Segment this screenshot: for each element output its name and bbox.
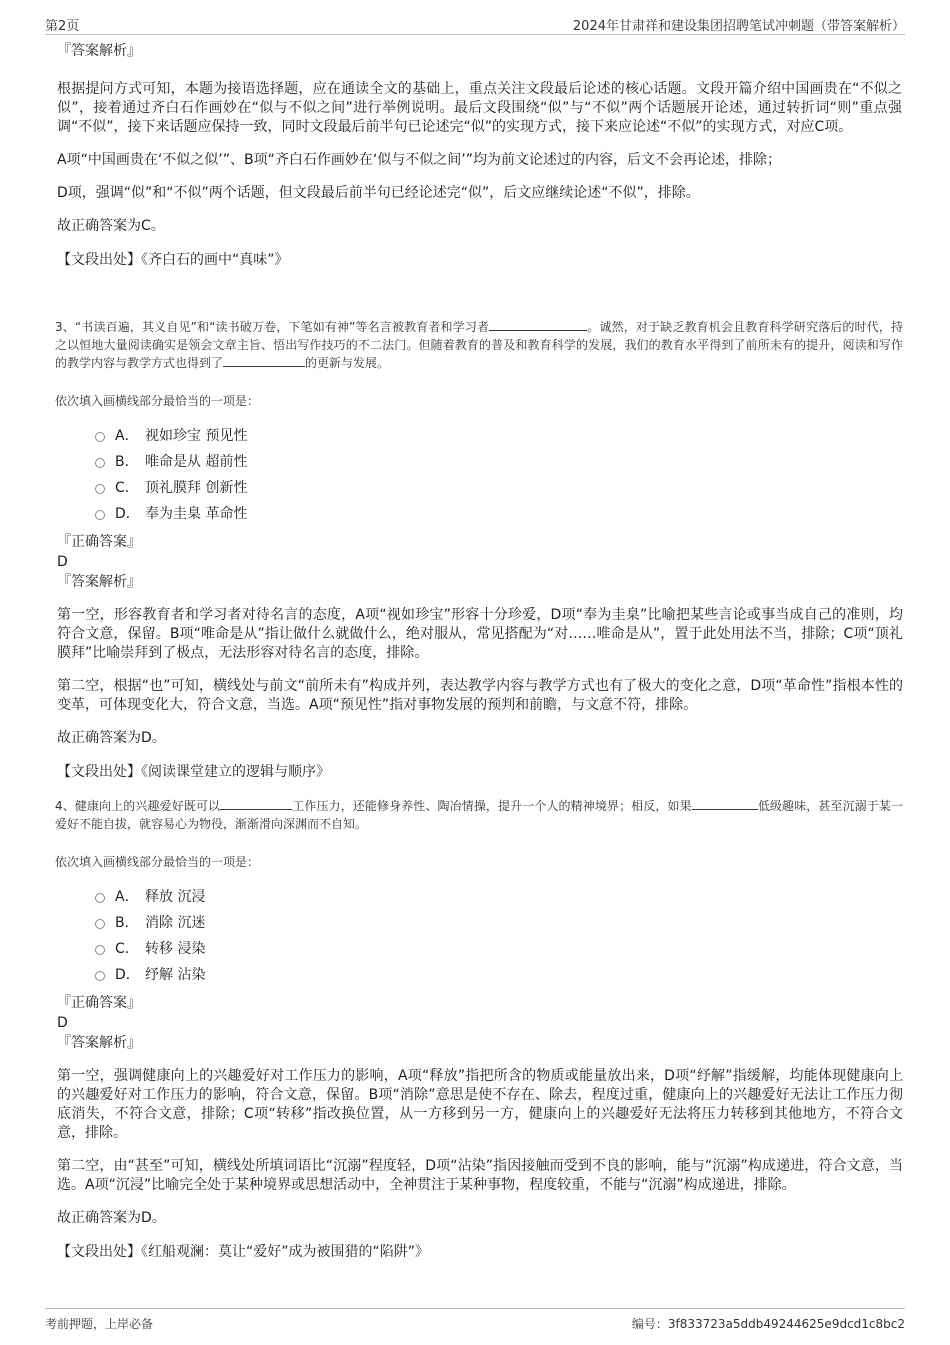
source-line — [57, 250, 902, 270]
blank — [223, 354, 305, 367]
analysis-paragraph: 第二空，根据“也”可知，横线处与前文“前所未有”构成并列，表达教学内容与教学方式也有了极大的变化之意，D项“革命性”指根本性的变革，可体现变化大，符合文意，当选。A项“预见性”指对事物发展的预判和前瞻，与文意不符，排除。 — [57, 678, 903, 713]
options-list — [95, 422, 903, 526]
document-title: 2024年甘肃祥和建设集团招聘笔试冲刺题（带答案解析） — [572, 19, 905, 34]
option-b[interactable]: B． 消除 沉迷 — [95, 909, 903, 935]
answer-label: 『正确答案』 — [57, 534, 141, 550]
analysis-paragraph: 第二空，由“甚至”可知，横线处所填词语比“沉溺”程度轻，D项“沾染”指因接触而受到不良的影响，能与“沉溺”构成递进，符合文意，当选。A项“沉浸”比喻完全处于某种境界或思想活动中，全神贯注于某种事物，程度较重，不能与“沉溺”构成递进，排除。 — [57, 1158, 903, 1193]
question-4 — [55, 797, 903, 1262]
option-d[interactable]: D． 纾解 沾染 — [95, 961, 903, 987]
answer-value: D — [57, 1015, 68, 1031]
instruction: 依次填入画横线部分最恰当的一项是： — [55, 855, 260, 869]
instruction: 依次填入画横线部分最恰当的一项是： — [55, 394, 260, 408]
analysis-label: 『答案解析』 — [57, 1035, 141, 1051]
radio-icon[interactable] — [95, 971, 105, 981]
option-c[interactable]: C． 顶礼膜拜 创新性 — [95, 474, 903, 500]
conclusion: 故正确答案为D。 — [57, 1210, 166, 1226]
document-code: 编号：3f833723a5ddb49244625e9dcd1c8bc2 — [631, 1317, 905, 1331]
source-line — [57, 1242, 903, 1262]
option-b[interactable]: B． 唯命是从 超前性 — [95, 448, 903, 474]
question-stem: 3、“书读百遍，其义自见”和“读书破万卷，下笔如有神”等名言被教育者和学习者 。诚然，对于缺乏教育机会且教育科学研究落后的时代，持之以恒地大量阅读确实是领会文章主旨、悟出写作技巧的不二法门。但随着教育的普及和教育科学的发展，我们的教育水平得到了前所未有的提升，阅读和写作的教学内容与教学方式也得到了 的更新与发展。 — [55, 320, 903, 370]
option-c[interactable]: C． 转移 浸染 — [95, 935, 903, 961]
source-title: 《齐白石的画中“真味”》 — [141, 252, 289, 268]
answer-label: 『正确答案』 — [57, 995, 141, 1011]
blank — [489, 318, 587, 331]
conclusion: 故正确答案为D。 — [57, 730, 166, 746]
question-3 — [55, 318, 903, 782]
analysis-label: 『答案解析』 — [57, 574, 141, 590]
radio-icon[interactable] — [95, 919, 105, 929]
source-title: 《红船观澜：莫让“爱好”成为被围猎的“陷阱”》 — [141, 1244, 430, 1260]
blank — [692, 797, 758, 810]
footer-slogan: 考前押题，上岸必备 — [45, 1317, 154, 1331]
radio-icon[interactable] — [95, 432, 105, 442]
blank — [220, 797, 292, 810]
page-number: 第2页 — [45, 19, 80, 34]
analysis-label: 『答案解析』 — [57, 43, 141, 59]
radio-icon[interactable] — [95, 893, 105, 903]
source-title: 《阅读课堂建立的逻辑与顺序》 — [141, 764, 330, 780]
conclusion: 故正确答案为C。 — [57, 218, 165, 234]
answer-value: D — [57, 554, 68, 570]
options-list — [95, 883, 903, 987]
question-stem: 4、健康向上的兴趣爱好既可以 工作压力，还能修身养性、陶冶情操，提升一个人的精神境界；相反，如果 低级趣味，甚至沉溺于某一爱好不能自拔，就容易心为物役，渐渐滑向深渊而不自知。 — [55, 799, 903, 831]
analysis-paragraph: 根据提问方式可知，本题为接语选择题，应在通读全文的基础上，重点关注文段最后论述的核心话题。文段开篇介绍中国画贵在“不似之似”，接着通过齐白石作画妙在“似与不似之间”进行举例说明。最后文段围绕“似”与“不似”两个话题展开论述，通过转折词“则”重点强调“不似”，接下来话题应保持一致，同时文段最后前半句已论述完“似”的实现方式，接下来应论述“不似”的实现方式，对应C项。 — [57, 81, 902, 135]
source-label: 【文段出处】 — [57, 1244, 141, 1260]
radio-icon[interactable] — [95, 458, 105, 468]
analysis-paragraph: 第一空，形容教育者和学习者对待名言的态度，A项“视如珍宝”形容十分珍爱，D项“奉为圭臬”比喻把某些言论或事当成自己的准则，均符合文意，保留。B项“唯命是从”指让做什么就做什么，绝对服从，常见搭配为“对……唯命是从”，置于此处用法不当，排除；C项“顶礼膜拜”比喻崇拜到了极点，无法形容对待名言的态度，排除。 — [57, 607, 903, 661]
source-label: 【文段出处】 — [57, 764, 141, 780]
analysis-paragraph: D项，强调“似”和“不似”两个话题，但文段最后前半句已经论述完“似”，后文应继续论述“不似”，排除。 — [57, 185, 700, 201]
option-a[interactable]: A． 视如珍宝 预见性 — [95, 422, 903, 448]
prev-question-analysis — [57, 40, 902, 270]
source-line — [57, 762, 903, 782]
page-header — [45, 12, 905, 35]
radio-icon[interactable] — [95, 484, 105, 494]
option-a[interactable]: A． 释放 沉浸 — [95, 883, 903, 909]
source-label: 【文段出处】 — [57, 252, 141, 268]
page-footer — [45, 1308, 905, 1333]
radio-icon[interactable] — [95, 510, 105, 520]
option-d[interactable]: D． 奉为圭臬 革命性 — [95, 500, 903, 526]
analysis-paragraph: 第一空，强调健康向上的兴趣爱好对工作压力的影响，A项“释放”指把所含的物质或能量放出来，D项“纾解”指缓解，均能体现健康向上的兴趣爱好对工作压力的影响，符合文意，保留。B项“消除”意思是使不存在、除去，程度过重，健康向上的兴趣爱好无法让工作压力彻底消失，不符合文意，排除；C项“转移”指改换位置，从一方移到另一方，健康向上的兴趣爱好无法将压力转移到其他地方，不符合文意，排除。 — [57, 1068, 903, 1141]
analysis-paragraph: A项“中国画贵在‘不似之似’”、B项“齐白石作画妙在‘似与不似之间’”均为前文论述过的内容，后文不会再论述，排除； — [57, 152, 781, 168]
radio-icon[interactable] — [95, 945, 105, 955]
